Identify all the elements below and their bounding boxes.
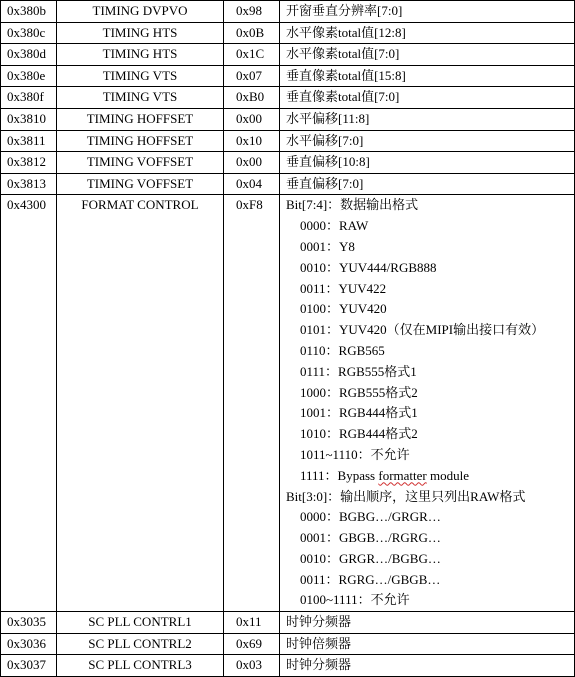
register-name: SC PLL CONTRL3 (57, 655, 224, 677)
register-value: 0x00 (224, 108, 280, 130)
bypass-option (286, 466, 568, 487)
register-name: TIMING VOFFSET (57, 173, 224, 195)
format-option: 1001：RGB444格式1 (300, 405, 418, 421)
table-row (1, 87, 575, 109)
register-description: 水平偏移[11:8] (280, 108, 575, 130)
register-value: 0x07 (224, 65, 280, 87)
format-option: 0110：RGB565 (300, 342, 385, 358)
register-value: 0x03 (224, 655, 280, 677)
register-value: 0x69 (224, 633, 280, 655)
bit-7-4-heading: Bit[7:4]：数据输出格式 (286, 197, 419, 213)
register-address: 0x3812 (1, 152, 57, 174)
table-row (1, 152, 575, 174)
register-value: 0x10 (224, 130, 280, 152)
register-address: 0x380c (1, 22, 57, 44)
register-name: FORMAT CONTROL (57, 195, 224, 612)
table-row (1, 1, 575, 23)
format-option: 0111：RGB555格式1 (300, 363, 417, 379)
register-description: 时钟分频器 (280, 655, 575, 677)
register-name: TIMING HOFFSET (57, 108, 224, 130)
register-description: 垂直像素total值[15:8] (280, 65, 575, 87)
format-option: 1011~1110：不允许 (300, 446, 410, 462)
format-description-cell (280, 195, 575, 612)
bit-3-0-heading: Bit[3:0]：输出顺序，这里只列出RAW格式 (286, 488, 526, 504)
register-value: 0x98 (224, 1, 280, 23)
output-order-options (286, 507, 568, 611)
register-address: 0x3810 (1, 108, 57, 130)
register-name: TIMING HTS (57, 44, 224, 66)
order-option: 0011：RGRG…/GBGB… (300, 571, 441, 587)
table-row (1, 173, 575, 195)
register-name: TIMING HOFFSET (57, 130, 224, 152)
table-row-format-control (1, 195, 575, 612)
register-description: 开窗垂直分辨率[7:0] (280, 1, 575, 23)
register-value: 0x1C (224, 44, 280, 66)
register-address: 0x3037 (1, 655, 57, 677)
register-description: 垂直偏移[10:8] (280, 152, 575, 174)
register-rows-bottom (1, 612, 575, 677)
register-name: TIMING DVPVO (57, 1, 224, 23)
register-description: 垂直偏移[7:0] (280, 173, 575, 195)
register-description: 水平像素total值[7:0] (280, 44, 575, 66)
format-option: 1010：RGB444格式2 (300, 426, 418, 442)
register-name: TIMING VOFFSET (57, 152, 224, 174)
register-address: 0x380e (1, 65, 57, 87)
order-option: 0000：BGBG…/GRGR… (300, 509, 441, 525)
output-format-options (286, 216, 568, 466)
format-option: 0001：Y8 (300, 238, 355, 254)
register-address: 0x3813 (1, 173, 57, 195)
format-option: 1000：RGB555格式2 (300, 384, 418, 400)
order-option: 0100~1111：不允许 (300, 592, 410, 608)
register-address: 0x380b (1, 1, 57, 23)
order-option: 0001：GBGB…/RGRG… (300, 530, 441, 546)
register-value: 0xB0 (224, 87, 280, 109)
format-option: 0100：YUV420 (300, 301, 387, 317)
register-rows-top (1, 1, 575, 195)
table-row (1, 108, 575, 130)
spellcheck-word: formatter (378, 467, 427, 483)
register-address: 0x3036 (1, 633, 57, 655)
format-option: 0101：YUV420（仅在MIPI输出接口有效） (300, 322, 545, 338)
register-name: SC PLL CONTRL2 (57, 633, 224, 655)
table-row (1, 22, 575, 44)
register-name: TIMING HTS (57, 22, 224, 44)
bypass-prefix: 1111：Bypass (300, 467, 379, 483)
register-value: 0x04 (224, 173, 280, 195)
register-address: 0x380d (1, 44, 57, 66)
register-value: 0x00 (224, 152, 280, 174)
table-row (1, 65, 575, 87)
table-row (1, 44, 575, 66)
register-description: 垂直像素total值[7:0] (280, 87, 575, 109)
register-description: 水平像素total值[12:8] (280, 22, 575, 44)
register-address: 0x3035 (1, 612, 57, 634)
order-option: 0010：GRGR…/BGBG… (300, 550, 441, 566)
register-name: SC PLL CONTRL1 (57, 612, 224, 634)
format-option: 0010：YUV444/RGB888 (300, 259, 437, 275)
register-name: TIMING VTS (57, 87, 224, 109)
bypass-suffix: module (426, 467, 469, 483)
table-row (1, 633, 575, 655)
register-description: 水平偏移[7:0] (280, 130, 575, 152)
register-address: 0x3811 (1, 130, 57, 152)
register-value: 0xF8 (224, 195, 280, 612)
table-row (1, 130, 575, 152)
table-row (1, 655, 575, 677)
register-description: 时钟倍频器 (280, 633, 575, 655)
format-control-section (1, 195, 575, 612)
format-option: 0000：RAW (300, 218, 369, 234)
register-description: 时钟分频器 (280, 612, 575, 634)
register-name: TIMING VTS (57, 65, 224, 87)
register-address: 0x4300 (1, 195, 57, 612)
table-row (1, 612, 575, 634)
register-address: 0x380f (1, 87, 57, 109)
format-option: 0011：YUV422 (300, 280, 387, 296)
register-value: 0x0B (224, 22, 280, 44)
register-value: 0x11 (224, 612, 280, 634)
